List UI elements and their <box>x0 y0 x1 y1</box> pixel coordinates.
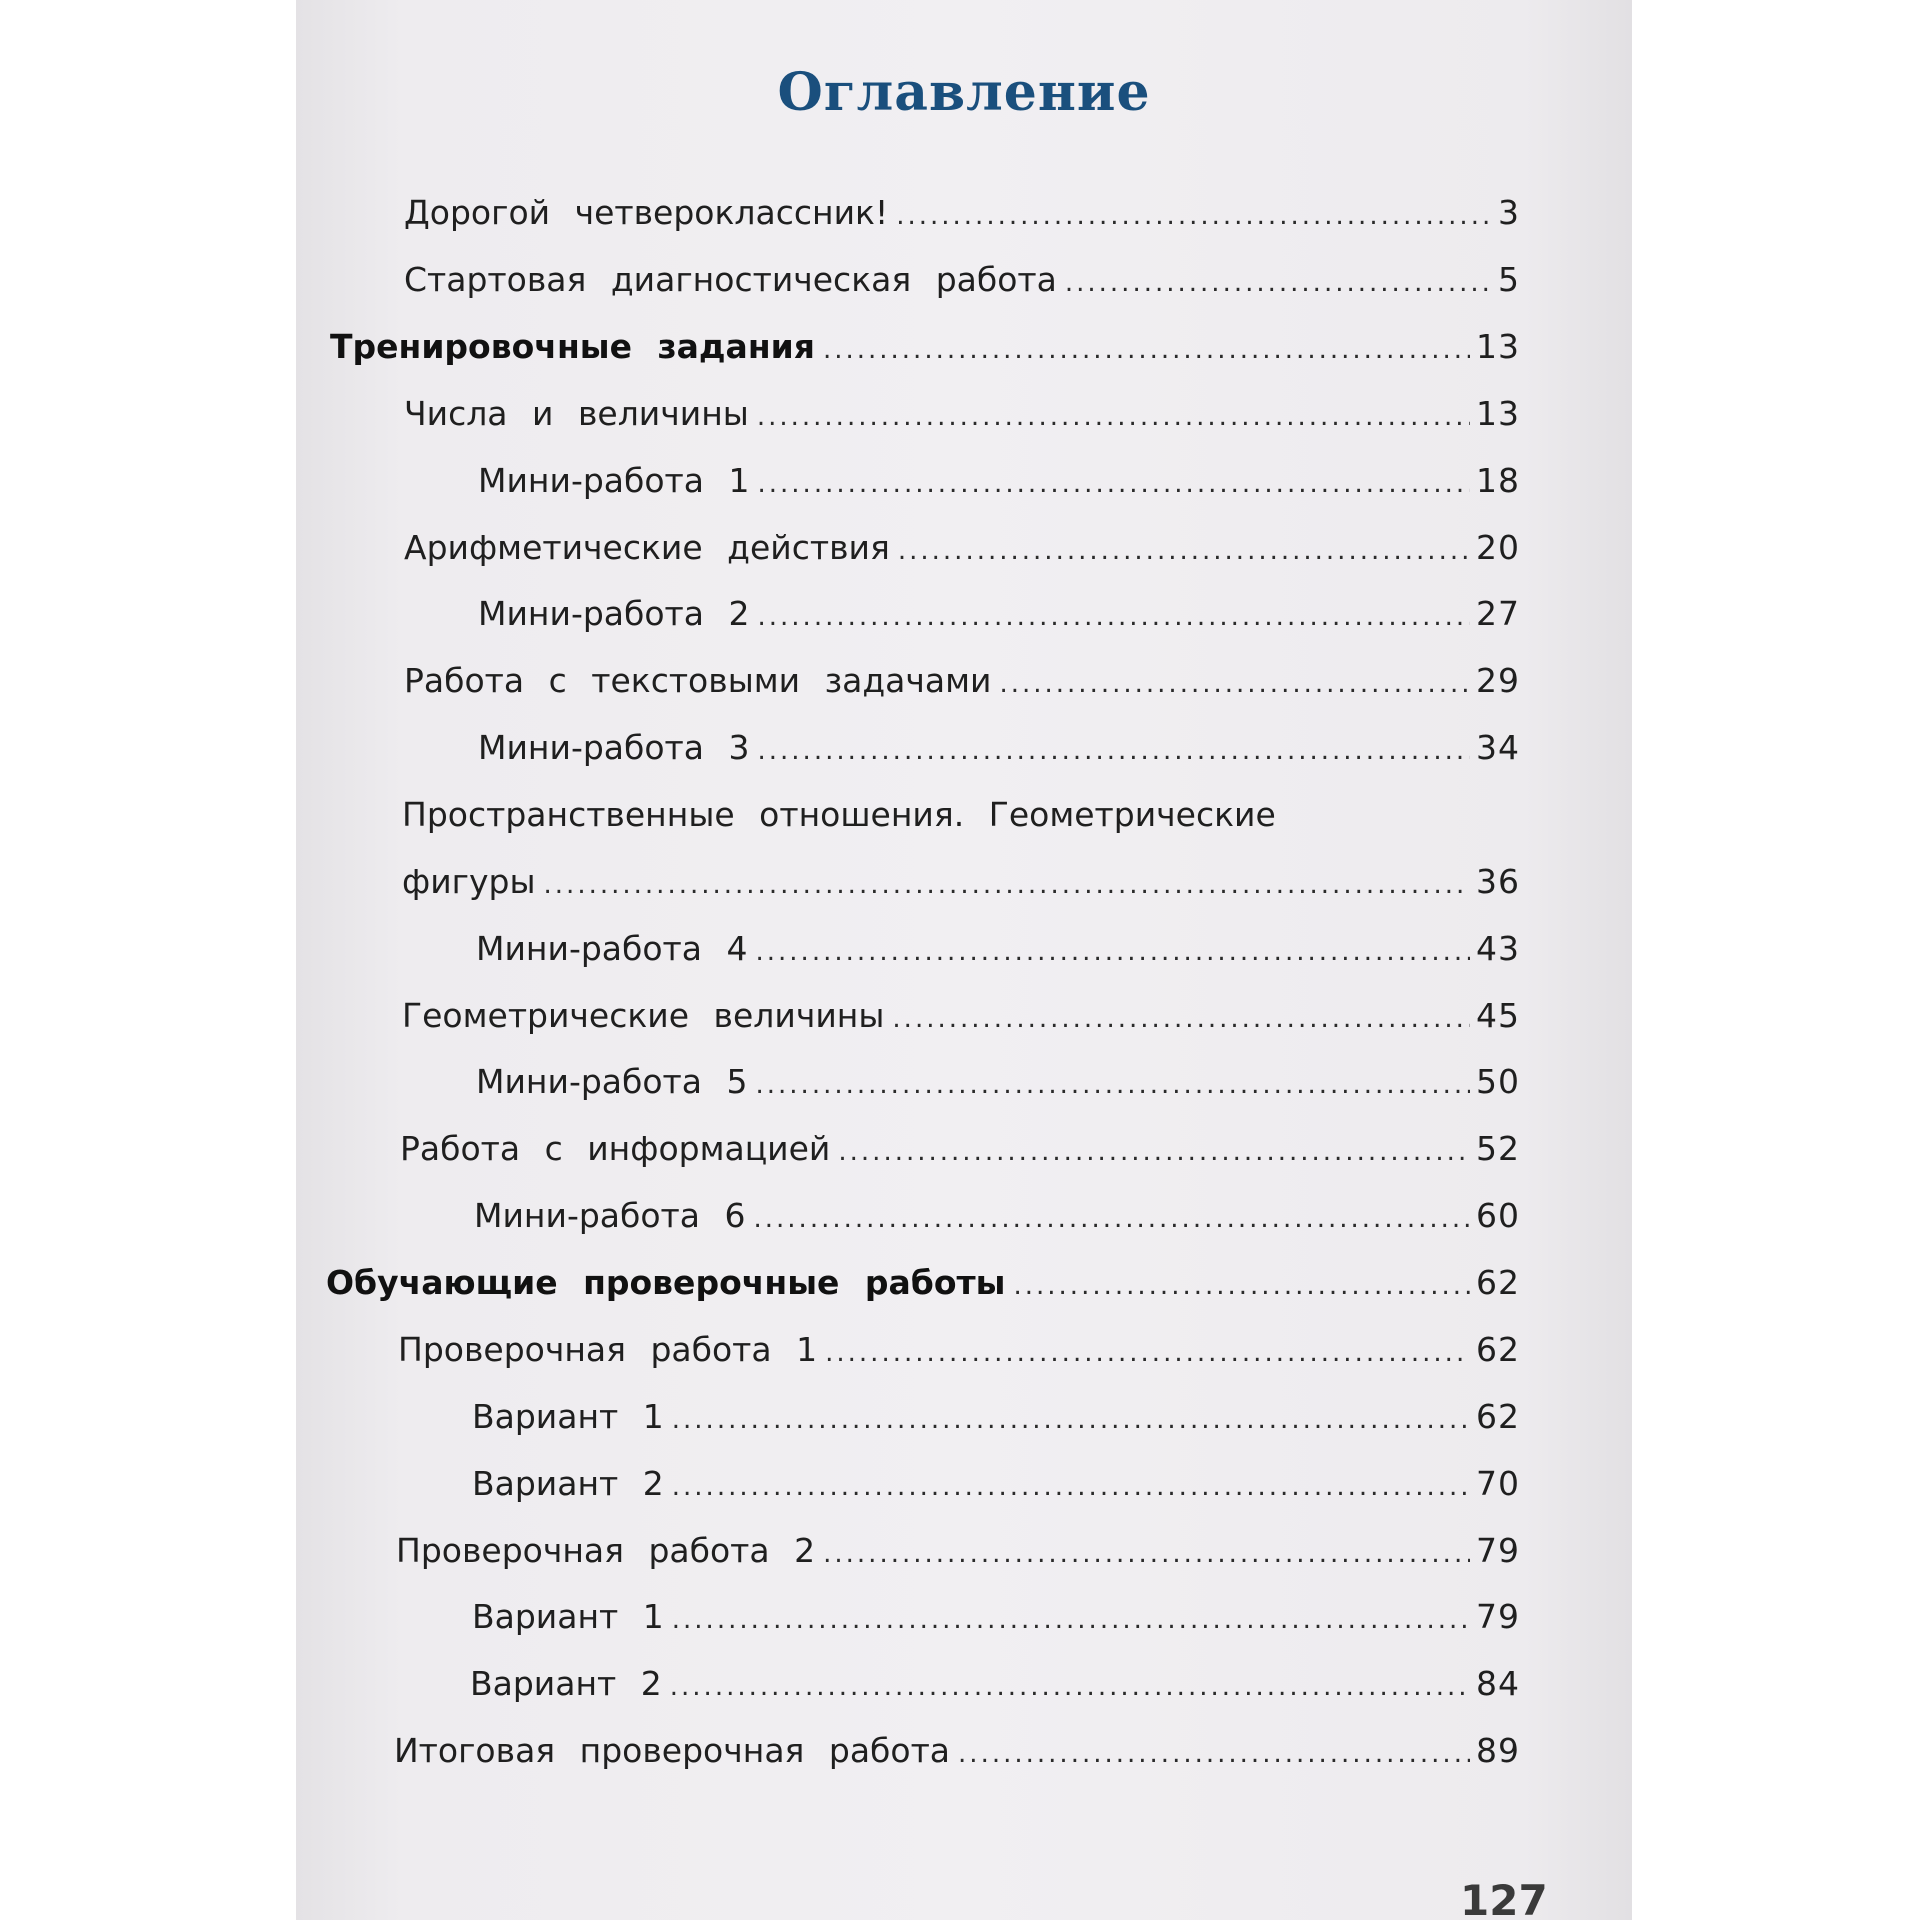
toc-entry-page: 45 <box>1476 996 1520 1035</box>
toc-entry-label: Проверочная работа 1 <box>398 1330 818 1369</box>
toc-entry-label-line1: Пространственные отношения. Геометрические <box>402 795 1276 834</box>
toc-entry <box>404 656 1520 706</box>
toc-entry <box>478 589 1520 639</box>
dot-leader <box>672 1595 1470 1645</box>
dot-leader <box>898 526 1470 576</box>
page-title: Оглавление <box>777 62 1151 123</box>
toc-entry <box>472 1459 1520 1509</box>
toc-entry-label: Вариант 2 <box>472 1464 664 1503</box>
dot-leader <box>825 1328 1470 1378</box>
dot-leader <box>757 392 1470 442</box>
toc-entry-label: Мини-работа 5 <box>476 1062 748 1101</box>
toc-entry-page: 84 <box>1476 1664 1520 1703</box>
toc-entry-label: фигуры <box>402 862 536 901</box>
toc-entry <box>402 857 1520 907</box>
dot-leader <box>756 1060 1471 1110</box>
toc-entry-page: 62 <box>1476 1397 1520 1436</box>
toc-entry-label: Вариант 2 <box>470 1664 662 1703</box>
dot-leader <box>823 325 1470 375</box>
toc-entry-page: 79 <box>1476 1531 1520 1570</box>
dot-leader <box>1065 258 1492 308</box>
toc-entry <box>404 523 1520 573</box>
toc-entry <box>394 1726 1520 1776</box>
toc-entry-label: Геометрические величины <box>402 996 885 1035</box>
toc-entry-page: 5 <box>1498 260 1520 299</box>
toc-entry <box>476 924 1520 974</box>
toc-section-heading <box>330 322 1520 372</box>
toc-entry <box>470 1659 1520 1709</box>
toc-entry <box>472 1392 1520 1442</box>
table-of-contents <box>296 0 1632 1920</box>
dot-leader <box>823 1529 1470 1579</box>
toc-entry-label: Мини-работа 4 <box>476 929 748 968</box>
dot-leader <box>672 1462 1470 1512</box>
dot-leader <box>958 1729 1470 1779</box>
toc-entry-label: Тренировочные задания <box>330 327 815 366</box>
toc-entry-label: Итоговая проверочная работа <box>394 1731 951 1770</box>
dot-leader <box>544 860 1470 910</box>
toc-entry-label: Стартовая диагностическая работа <box>404 260 1057 299</box>
toc-entry-page: 43 <box>1476 929 1520 968</box>
toc-entry-page: 29 <box>1476 661 1520 700</box>
toc-entry-page: 62 <box>1476 1330 1520 1369</box>
toc-entry-label: Мини-работа 1 <box>478 461 750 500</box>
toc-entry-page: 20 <box>1476 528 1520 567</box>
dot-leader <box>670 1662 1470 1712</box>
dot-leader <box>758 459 1471 509</box>
toc-entry-label: Работа с информацией <box>400 1129 831 1168</box>
toc-entry-page: 34 <box>1476 728 1520 767</box>
dot-leader <box>838 1127 1470 1177</box>
toc-entry-page: 18 <box>1476 461 1520 500</box>
dot-leader <box>756 927 1471 977</box>
toc-entry <box>478 723 1520 773</box>
toc-entry <box>472 1592 1520 1642</box>
toc-entry-label: Обучающие проверочные работы <box>326 1263 1006 1302</box>
dot-leader <box>1013 1261 1470 1311</box>
toc-entry-page: 60 <box>1476 1196 1520 1235</box>
toc-entry-label: Числа и величины <box>404 394 749 433</box>
toc-entry-label: Мини-работа 6 <box>474 1196 746 1235</box>
book-page <box>296 0 1632 1920</box>
toc-entry-label: Работа с текстовыми задачами <box>404 661 992 700</box>
toc-entry-page: 3 <box>1498 193 1520 232</box>
dot-leader <box>892 994 1470 1044</box>
toc-entry-page: 50 <box>1476 1062 1520 1101</box>
toc-entry-page: 13 <box>1476 394 1520 433</box>
toc-entry-label: Мини-работа 3 <box>478 728 750 767</box>
dot-leader <box>672 1395 1470 1445</box>
toc-entry-label: Мини-работа 2 <box>478 594 750 633</box>
dot-leader <box>896 191 1492 241</box>
toc-entry-page: 89 <box>1476 1731 1520 1770</box>
toc-entry-page: 27 <box>1476 594 1520 633</box>
toc-entry <box>478 456 1520 506</box>
dot-leader <box>758 592 1471 642</box>
toc-entry-page: 70 <box>1476 1464 1520 1503</box>
toc-entry <box>404 255 1520 305</box>
toc-section-heading <box>326 1258 1520 1308</box>
toc-entry-page: 62 <box>1476 1263 1520 1302</box>
toc-entry-label: Вариант 1 <box>472 1397 664 1436</box>
toc-entry-label: Дорогой четвероклассник! <box>404 193 889 232</box>
toc-entry <box>402 991 1520 1041</box>
toc-entry-label: Проверочная работа 2 <box>396 1531 816 1570</box>
dot-leader <box>754 1194 1471 1244</box>
toc-entry-page: 79 <box>1476 1597 1520 1636</box>
toc-entry-label: Вариант 1 <box>472 1597 664 1636</box>
toc-entry-page: 13 <box>1476 327 1520 366</box>
toc-entry <box>396 1526 1520 1576</box>
toc-entry <box>400 1124 1520 1174</box>
toc-entry-page: 36 <box>1476 862 1520 901</box>
page-number: 127 <box>1460 1876 1548 1920</box>
toc-entry <box>476 1057 1520 1107</box>
toc-entry <box>398 1325 1520 1375</box>
dot-leader <box>999 659 1470 709</box>
toc-entry-page: 52 <box>1476 1129 1520 1168</box>
toc-entry <box>474 1191 1520 1241</box>
toc-entry-label: Арифметические действия <box>404 528 890 567</box>
toc-entry <box>404 188 1520 238</box>
dot-leader <box>758 726 1471 776</box>
toc-entry <box>404 389 1520 439</box>
